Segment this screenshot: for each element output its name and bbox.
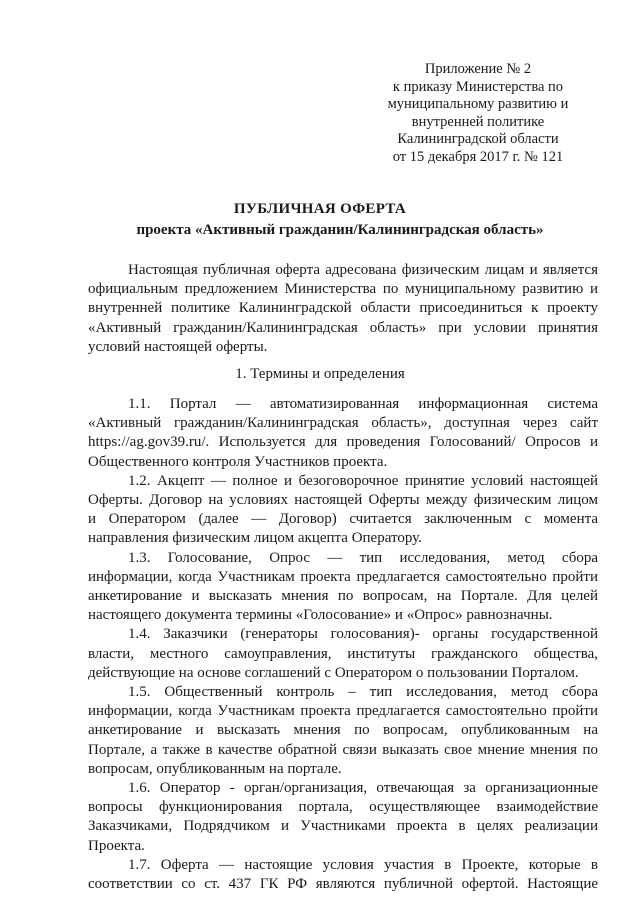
clause-line: 1.3. Голосование, Опрос — тип исследования, метод сбора [128,549,598,566]
clause-line: соответствии со ст. 437 ГК РФ являются публичной офертой. Настоящие [88,876,598,892]
clause-line: информации, когда Участникам проекта предлагается самостоятельно пройти [88,703,598,720]
intro-line: официальным предложением Министерства по муниципальному развитию и [88,281,598,298]
clause-line: информации, когда Участникам проекта предлагается самостоятельно пройти [88,568,598,585]
clause-line: вопросы функционирования портала, осуществляющее взаимодействие [88,799,598,816]
clause-line: 1.5. Общественный контроль – тип исследования, метод сбора [128,684,598,700]
intro-line: условий настоящей оферты. [88,338,268,355]
clause-line: и Оператором (далее — Договор) считается заключенным с момента [88,511,598,528]
clause-line: власти, местного самоуправления, институты гражданского общества, [88,645,598,662]
clause-line: анкетирование и высказать мнения по вопросам, на Портале. Для целей [88,588,598,604]
clause-line: 1.6. Оператор - орган/организация, отвечающая за организационные [128,780,598,796]
clause-line: 1.7. Оферта — настоящие условия участия в Проекте, которые в [128,856,598,873]
clause-line: Общественного контроля Участников проекта. [88,453,388,470]
clause-line: 1.4. Заказчики (генераторы голосования)- органы государственной [128,626,598,643]
document-title: ПУБЛИЧНАЯ ОФЕРТА [233,201,407,217]
clause-line: Заказчиками, Подрядчиком и Участниками проекта в целях реализации [88,818,598,835]
clause-line: «Активный гражданин/Калининградская область», доступная через сайт [88,415,598,432]
intro-line: «Активный гражданин/Калининградская область» при условии принятия [88,319,598,336]
intro-line: Настоящая публичная оферта адресована физическим лицам и является [128,262,598,278]
clause-line: Проекта. [88,837,145,854]
document-subtitle: проекта «Активный гражданин/Калининградская область» [136,222,544,238]
clause-line: 1.1. Портал — автоматизированная информационная система [128,396,598,412]
clause-line: настоящего документа термины «Голосование» и «Опрос» равнозначны. [88,607,553,624]
intro-line: внутренней политике Калининградской области присоединиться к проекту [88,300,598,317]
appendix-block [360,61,596,166]
clause-line: Оферты. Договор на условиях настоящей Оферты между физическим лицом [88,492,598,508]
clause-line: https://ag.gov39.ru/. Используется для проведения Голосований/ Опросов и [88,434,598,451]
clause-line: направления физическим лицом акцепта Оператору. [88,530,422,547]
clause-line: анкетирование и высказать мнения по вопросам, опубликованным на [88,722,598,739]
appendix-line: муниципальному развитию и [387,96,569,112]
section-heading: 1. Термины и определения [235,366,405,382]
clause-line: Портале, а также в качестве обратной связи выказать свое мнение мнения по [88,741,598,758]
appendix-line: Калининградской области [397,131,559,147]
appendix-line: внутренней политике [411,113,545,130]
clause-line: вопросам, опубликованным на портале. [88,760,342,777]
appendix-line: от 15 декабря 2017 г. № 121 [392,148,564,165]
clause-line: 1.2. Акцепт — полное и безоговорочное принятие условий настоящей [128,472,598,489]
clause-line: действующие на основе соглашений с Оператором о пользовании Порталом. [88,664,579,681]
appendix-line: к приказу Министерства по [392,78,564,95]
appendix-line: Приложение № 2 [424,61,532,77]
